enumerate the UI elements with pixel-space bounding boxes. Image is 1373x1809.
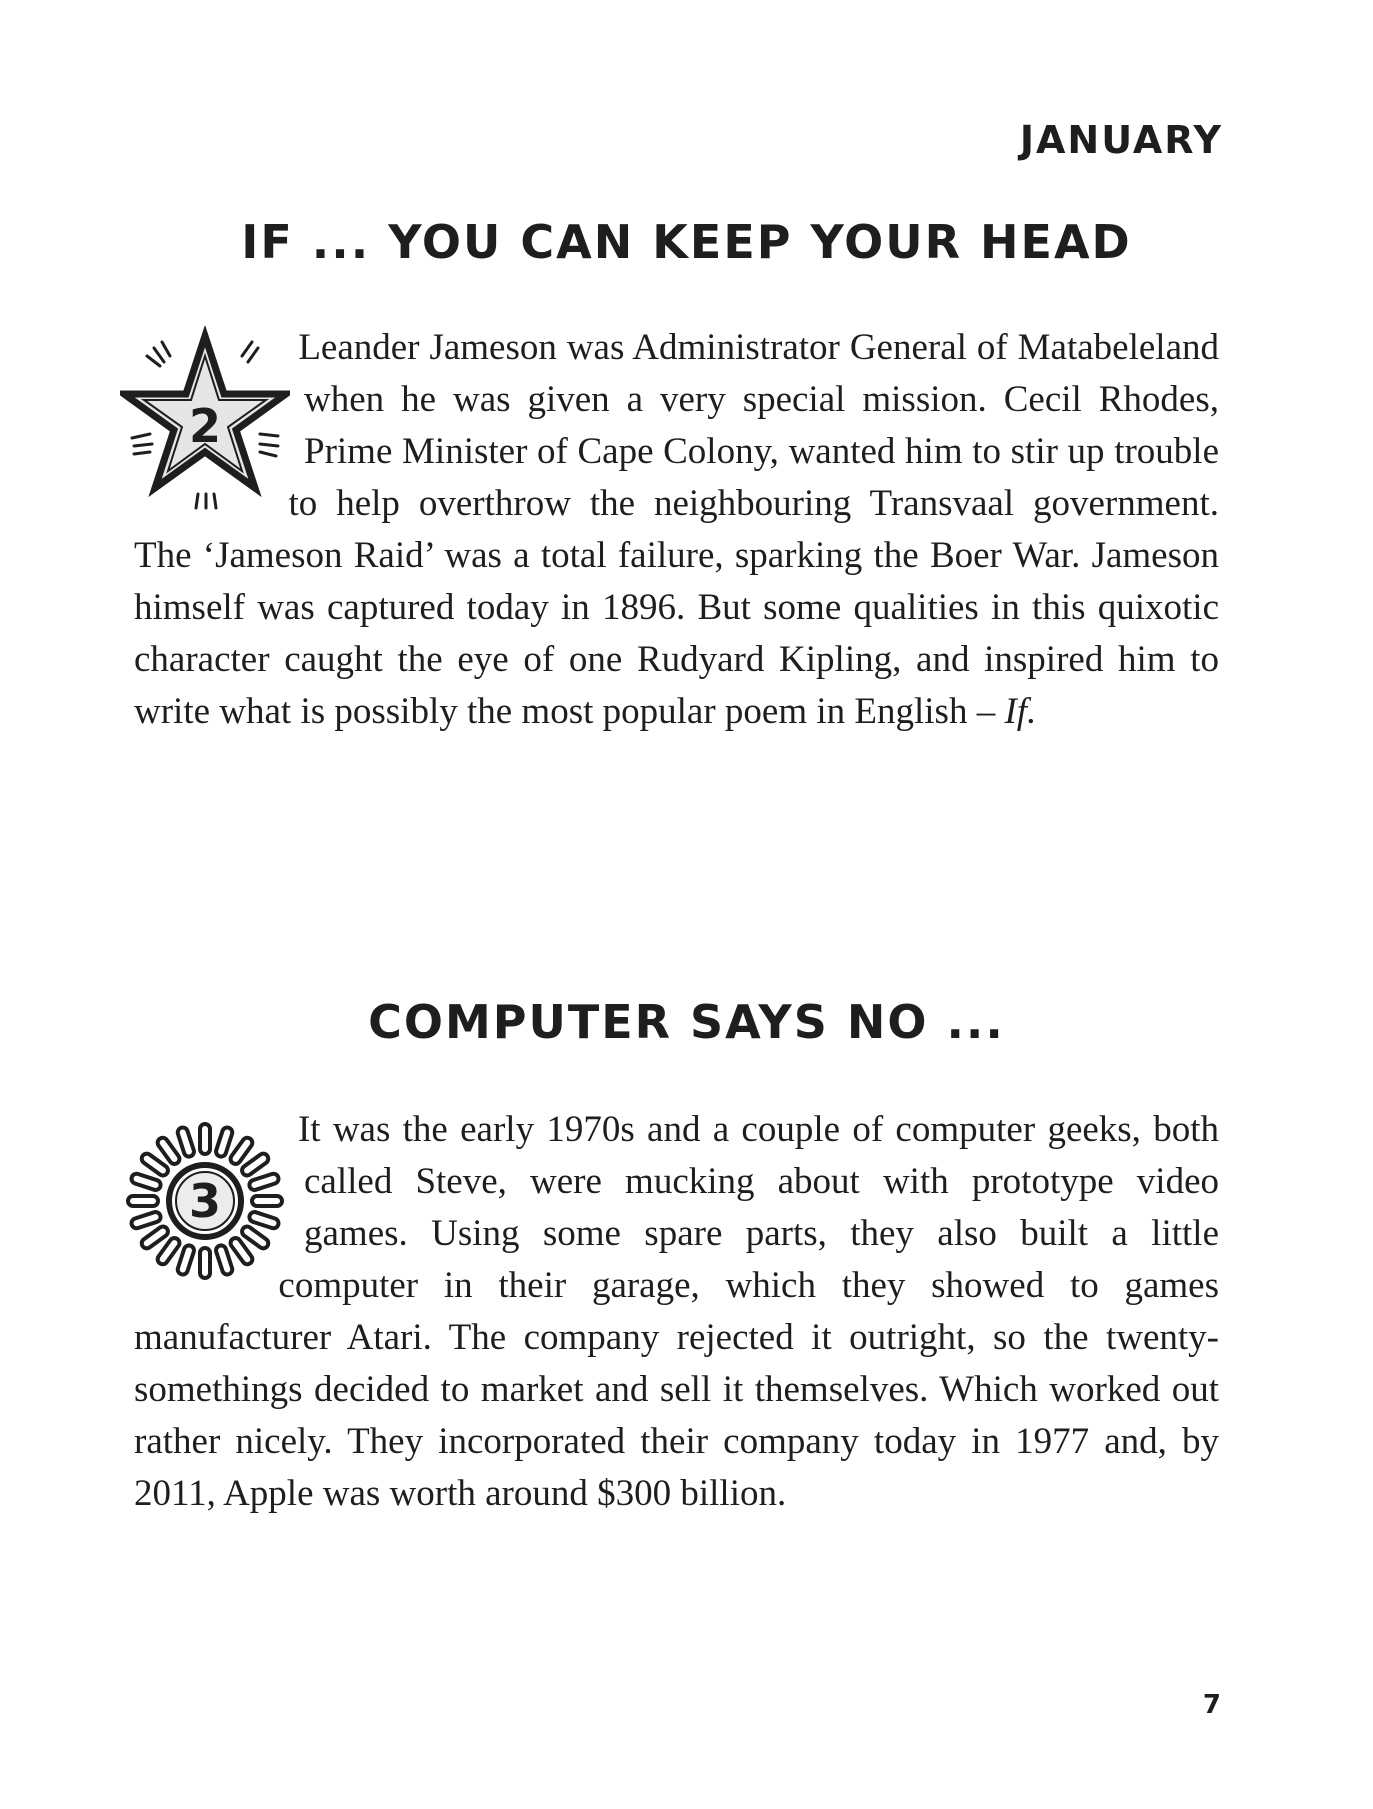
- sunburst-ray: [215, 1244, 234, 1276]
- day-number: 2: [188, 399, 222, 453]
- entry-body: [134, 1104, 1219, 1520]
- sunburst-ray: [248, 1211, 280, 1230]
- entry-title: COMPUTER SAYS NO ...: [368, 995, 1005, 1049]
- entry-text: It was the early 1970s and a couple of computer geeks, both called Steve, were mucking about with prototype video games. Using some spare parts, they also built a little computer in their garage, which they showed to games manufacturer Atari. The company rejected it outright, so the twenty-somethings decided to market and sell it themselves. Which worked out rather nicely. They incorporated their company today in 1977 and, by 2011, Apple was worth around $300 billion.: [134, 1109, 1219, 1514]
- sunburst-ray: [176, 1244, 195, 1276]
- month-heading: JANUARY: [1019, 118, 1223, 162]
- sunburst-badge-icon: [120, 1116, 290, 1286]
- sunburst-ray: [200, 1248, 210, 1278]
- sunburst-ray: [128, 1196, 158, 1206]
- sunburst-ray: [200, 1124, 210, 1154]
- page-number: 7: [1202, 1690, 1221, 1720]
- star-badge-icon: [120, 326, 290, 516]
- sunburst-ray: [176, 1126, 195, 1158]
- entry-title: IF ... YOU CAN KEEP YOUR HEAD: [241, 215, 1132, 269]
- sunburst-ray: [248, 1172, 280, 1191]
- sunburst-ray: [252, 1196, 282, 1206]
- poem-title: If.: [1004, 691, 1037, 732]
- day-number: 3: [188, 1174, 222, 1228]
- entry-text: Leander Jameson was Administrator General of Matabeleland when he was given a very special mission. Cecil Rhodes, Prime Minister of Cape Colony, wanted him to stir up trouble to help overthrow the neighbouring Transvaal government. The ‘Jameson Raid’ was a total failure, sparking the Boer War. Jameson himself was captured today in 1896. But some qualities in this quixotic character caught the eye of one Rudyard Kipling, and inspired him to write what is possibly the most popular poem in English –: [134, 327, 1219, 732]
- entry-body: [134, 322, 1219, 738]
- sunburst-ray: [130, 1172, 162, 1191]
- sunburst-ray: [215, 1126, 234, 1158]
- sunburst-ray: [130, 1211, 162, 1230]
